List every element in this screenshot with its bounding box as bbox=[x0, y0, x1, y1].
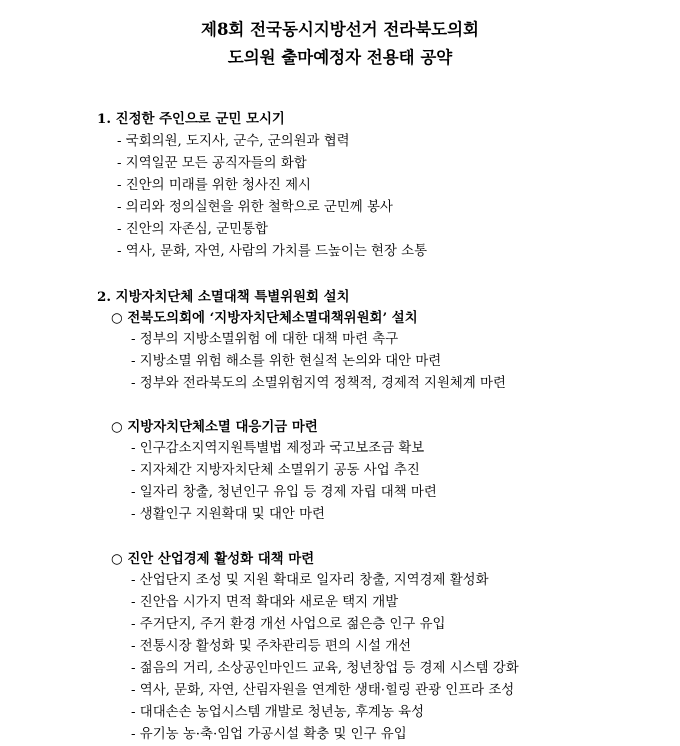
subsection-title: ○ 진안 산업경제 활성화 대책 마련 bbox=[111, 551, 315, 567]
list-item: - 인구감소지역지원특별법 제정과 국고보조금 확보 bbox=[131, 441, 425, 456]
list-item: - 역사, 문화, 자연, 산림자원을 연계한 생태·힐링 관광 인프라 조성 bbox=[131, 683, 515, 698]
subsection-title: ○ 지방자치단체소멸 대응기금 마련 bbox=[111, 419, 318, 435]
list-item: - 진안의 미래를 위한 청사진 제시 bbox=[117, 178, 311, 193]
list-item: - 전통시장 활성화 및 주차관리등 편의 시설 개선 bbox=[131, 639, 412, 654]
list-item: - 진안의 자존심, 군민통합 bbox=[117, 222, 268, 237]
list-item: - 젊음의 거리, 소상공인마인드 교육, 청년창업 등 경제 시스템 강화 bbox=[131, 661, 519, 676]
list-item: - 산업단지 조성 및 지원 확대로 일자리 창출, 지역경제 활성화 bbox=[131, 573, 489, 588]
list-item: - 진안읍 시가지 면적 확대와 새로운 택지 개발 bbox=[131, 595, 399, 610]
list-item: - 주거단지, 주거 환경 개선 사업으로 젊은층 인구 유입 bbox=[131, 617, 446, 632]
list-item: - 지자체간 지방자치단체 소멸위기 공동 사업 추진 bbox=[131, 463, 420, 478]
list-item: - 의리와 정의실현을 위한 철학으로 군민께 봉사 bbox=[117, 200, 393, 215]
section-2-heading: 2. 지방자치단체 소멸대책 특별위원회 설치 bbox=[97, 289, 350, 305]
list-item: - 일자리 창출, 청년인구 유입 등 경제 자립 대책 마련 bbox=[131, 485, 437, 500]
section-1-heading: 1. 진정한 주인으로 군민 모시기 bbox=[97, 111, 285, 127]
list-item: - 정부의 지방소멸위험 에 대한 대책 마련 촉구 bbox=[131, 332, 399, 347]
list-item: - 국회의원, 도지사, 군수, 군의원과 협력 bbox=[117, 134, 350, 149]
list-item: - 지역일꾼 모든 공직자들의 화합 bbox=[117, 156, 307, 171]
list-item: - 대대손손 농업시스템 개발로 청년농, 후계농 육성 bbox=[131, 705, 425, 720]
list-item: - 정부와 전라북도의 소멸위험지역 정책적, 경제적 지원체계 마련 bbox=[131, 376, 506, 391]
page-subtitle: 도의원 출마예정자 전용태 공약 bbox=[227, 48, 453, 67]
page-title: 제8회 전국동시지방선거 전라북도의회 bbox=[201, 20, 479, 39]
list-item: - 역사, 문화, 자연, 사람의 가치를 드높이는 현장 소통 bbox=[117, 244, 428, 259]
subsection-title: ○ 전북도의회에 ‘지방자치단체소멸대책위원회’ 설치 bbox=[111, 310, 418, 326]
list-item: - 지방소멸 위험 해소를 위한 현실적 논의와 대안 마련 bbox=[131, 354, 442, 369]
list-item: - 유기농 농·축·임업 가공시설 확충 및 인구 유입 bbox=[131, 727, 407, 742]
list-item: - 생활인구 지원확대 및 대안 마련 bbox=[131, 507, 325, 522]
